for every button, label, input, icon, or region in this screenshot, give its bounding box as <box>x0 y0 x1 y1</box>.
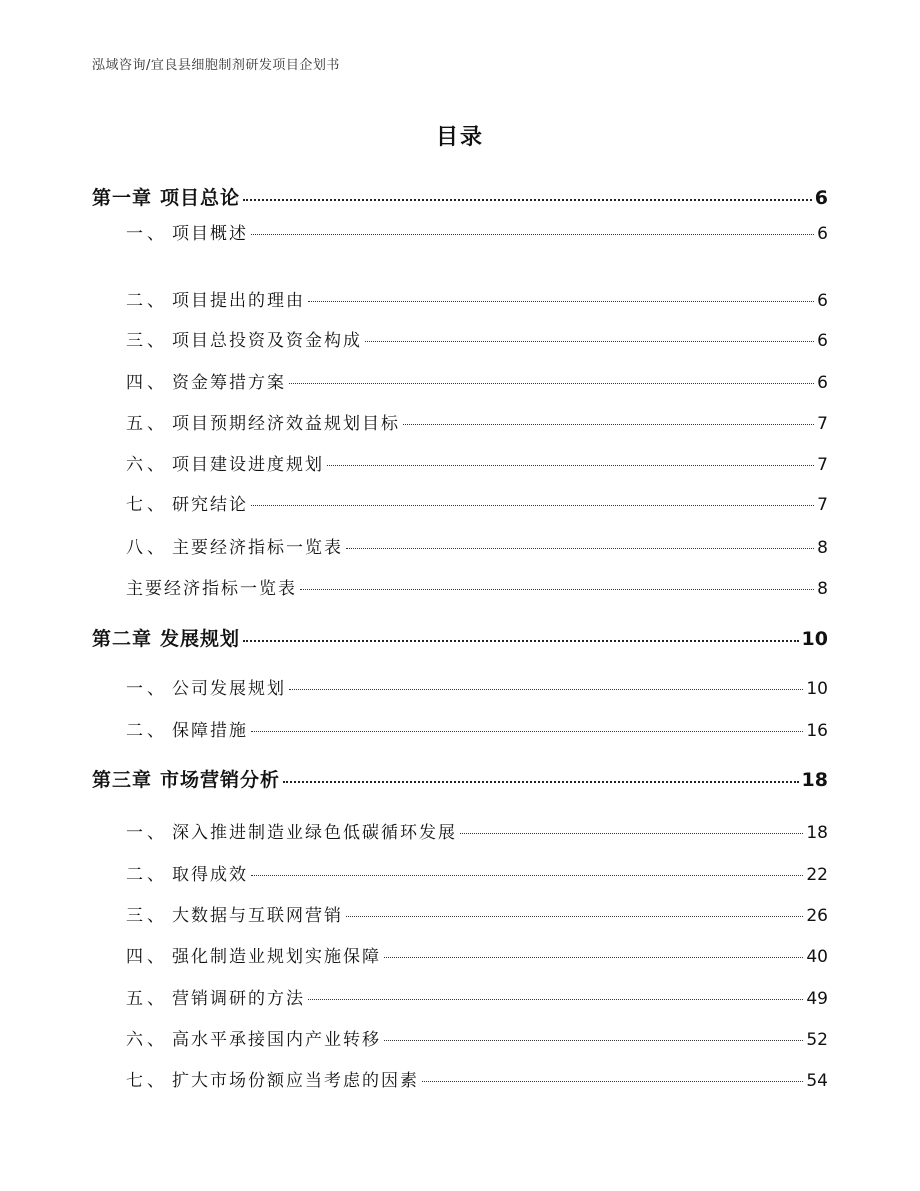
dot-leader <box>283 781 799 783</box>
toc-section-entry[interactable] <box>126 490 828 515</box>
page-number: 8 <box>817 579 828 599</box>
section-title: 大数据与互联网营销 <box>172 906 343 926</box>
dot-leader <box>308 301 814 302</box>
section-title: 主要经济指标一览表 <box>172 538 343 558</box>
toc-section-entry[interactable] <box>126 326 828 351</box>
page-number: 22 <box>806 865 828 885</box>
dot-leader <box>243 199 812 201</box>
page-number: 7 <box>817 495 828 515</box>
section-number: 三、 <box>126 906 168 926</box>
dot-leader <box>251 731 803 732</box>
page-number: 16 <box>806 721 828 741</box>
toc-section-entry[interactable] <box>126 942 828 967</box>
section-number: 七、 <box>126 1071 168 1091</box>
dot-leader <box>289 383 814 384</box>
toc-section-entry[interactable] <box>126 219 828 244</box>
toc-section-entry[interactable] <box>126 901 828 926</box>
section-title: 项目预期经济效益规划目标 <box>172 414 400 434</box>
page-number: 26 <box>806 906 828 926</box>
page-number: 54 <box>806 1071 828 1091</box>
toc-chapter-entry[interactable] <box>92 624 828 651</box>
page-number: 10 <box>806 679 828 699</box>
dot-leader <box>403 424 814 425</box>
dot-leader <box>289 689 803 690</box>
toc-section-entry[interactable] <box>126 1066 828 1091</box>
section-number: 五、 <box>126 414 168 434</box>
page-number: 18 <box>806 823 828 843</box>
page-number: 6 <box>817 224 828 244</box>
section-number: 一、 <box>126 679 168 699</box>
page-number: 7 <box>817 455 828 475</box>
section-number: 四、 <box>126 947 168 967</box>
section-number: 六、 <box>126 1030 168 1050</box>
page-number: 6 <box>817 331 828 351</box>
section-title: 项目总投资及资金构成 <box>172 331 362 351</box>
chapter-title: 发展规划 <box>160 628 241 650</box>
chapter-title: 项目总论 <box>160 187 241 209</box>
page-number: 6 <box>817 291 828 311</box>
page-number: 8 <box>817 538 828 558</box>
toc-section-entry[interactable] <box>126 450 828 475</box>
page-number: 52 <box>806 1030 828 1050</box>
toc-section-entry[interactable] <box>126 1025 828 1050</box>
toc-chapter-entry[interactable] <box>92 765 828 792</box>
toc-section-entry[interactable] <box>126 533 828 558</box>
section-number: 二、 <box>126 721 168 741</box>
section-title: 取得成效 <box>172 865 248 885</box>
toc-section-entry[interactable] <box>126 860 828 885</box>
toc-section-entry[interactable] <box>126 574 828 599</box>
page-number: 6 <box>814 187 828 209</box>
section-title: 项目提出的理由 <box>172 291 305 311</box>
dot-leader <box>460 833 803 834</box>
section-number: 一、 <box>126 823 168 843</box>
dot-leader <box>308 999 803 1000</box>
page-number: 49 <box>806 989 828 1009</box>
toc-section-entry[interactable] <box>126 716 828 741</box>
section-title: 主要经济指标一览表 <box>126 579 297 599</box>
section-title: 高水平承接国内产业转移 <box>172 1030 381 1050</box>
section-number: 三、 <box>126 331 168 351</box>
section-number: 八、 <box>126 538 168 558</box>
section-title: 公司发展规划 <box>172 679 286 699</box>
section-number: 一、 <box>126 224 168 244</box>
section-title: 资金筹措方案 <box>172 373 286 393</box>
section-title: 扩大市场份额应当考虑的因素 <box>172 1071 419 1091</box>
dot-leader <box>384 1040 803 1041</box>
section-number: 四、 <box>126 373 168 393</box>
dot-leader <box>251 234 814 235</box>
dot-leader <box>251 505 814 506</box>
chapter-label: 第二章 <box>92 628 153 650</box>
section-title: 保障措施 <box>172 721 248 741</box>
section-number: 六、 <box>126 455 168 475</box>
page-number: 7 <box>817 414 828 434</box>
section-title: 研究结论 <box>172 495 248 515</box>
running-header: 泓域咨询/宜良县细胞制剂研发项目企划书 <box>92 58 340 73</box>
page-number: 40 <box>806 947 828 967</box>
toc-section-entry[interactable] <box>126 984 828 1009</box>
section-title: 营销调研的方法 <box>172 989 305 1009</box>
dot-leader <box>365 341 814 342</box>
dot-leader <box>251 875 803 876</box>
section-number: 七、 <box>126 495 168 515</box>
dot-leader <box>300 589 814 590</box>
toc-section-entry[interactable] <box>126 368 828 393</box>
section-number: 五、 <box>126 989 168 1009</box>
toc-title: 目录 <box>435 125 484 150</box>
chapter-title: 市场营销分析 <box>160 769 281 791</box>
section-number: 二、 <box>126 865 168 885</box>
dot-leader <box>384 957 803 958</box>
dot-leader <box>243 640 799 642</box>
dot-leader <box>346 548 814 549</box>
section-title: 深入推进制造业绿色低碳循环发展 <box>172 823 457 843</box>
toc-chapter-entry[interactable] <box>92 183 828 210</box>
dot-leader <box>346 916 803 917</box>
page-number: 6 <box>817 373 828 393</box>
page-number: 10 <box>801 628 828 650</box>
toc-section-entry[interactable] <box>126 286 828 311</box>
chapter-label: 第三章 <box>92 769 153 791</box>
section-title: 项目建设进度规划 <box>172 455 324 475</box>
section-title: 强化制造业规划实施保障 <box>172 947 381 967</box>
toc-section-entry[interactable] <box>126 409 828 434</box>
page-number: 18 <box>801 769 828 791</box>
toc-section-entry[interactable] <box>126 674 828 699</box>
dot-leader <box>327 465 814 466</box>
toc-section-entry[interactable] <box>126 818 828 843</box>
dot-leader <box>422 1081 803 1082</box>
section-number: 二、 <box>126 291 168 311</box>
chapter-label: 第一章 <box>92 187 153 209</box>
section-title: 项目概述 <box>172 224 248 244</box>
